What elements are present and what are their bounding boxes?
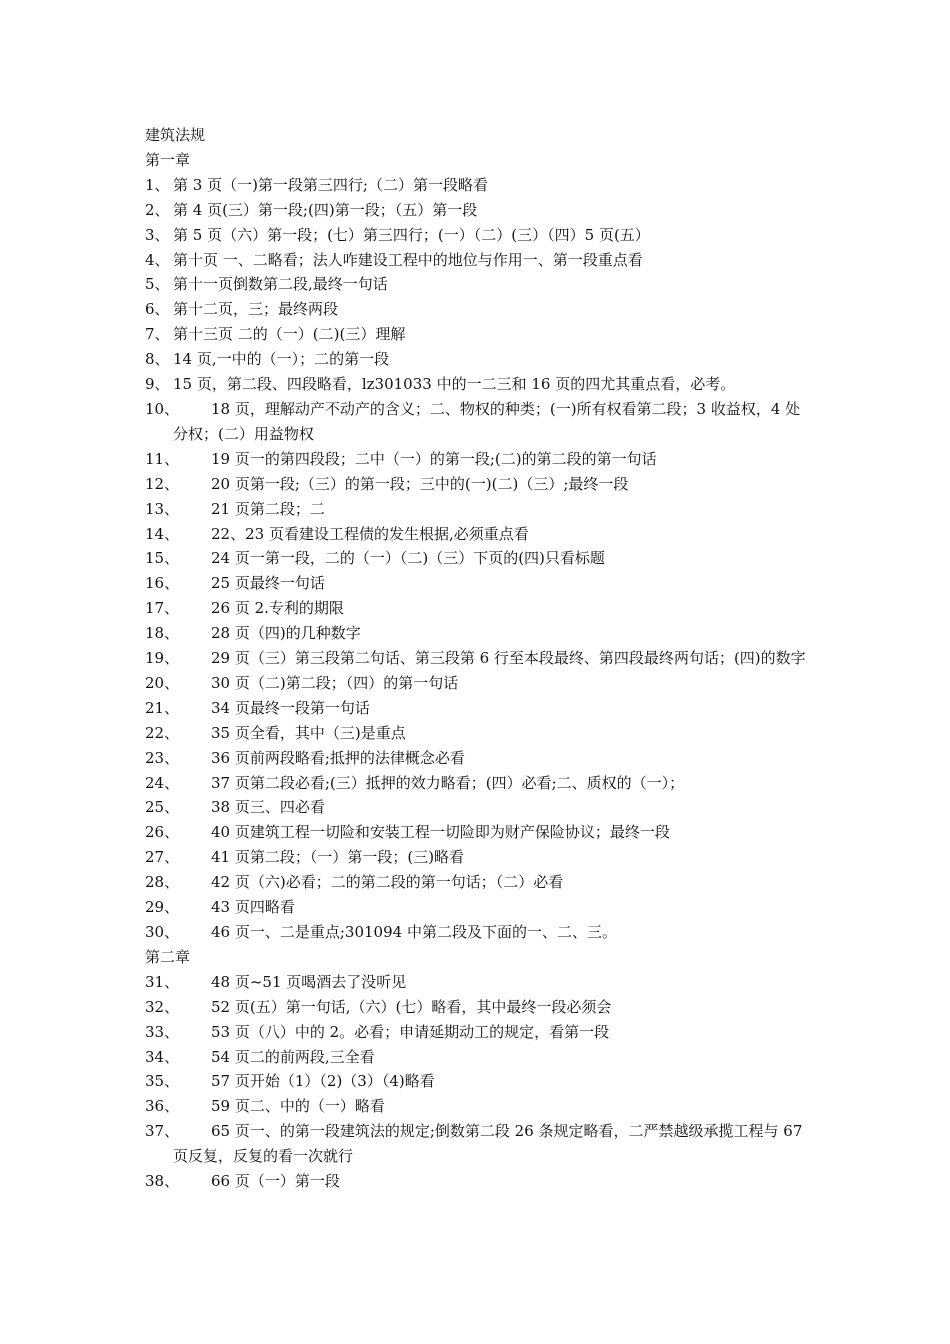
list-item [145,621,815,646]
list-item [145,995,815,1020]
item-number: 21、 [145,698,180,717]
item-text: 第十二页，三；最终两段 [173,300,339,319]
document-body [145,123,815,1194]
list-item [145,646,815,671]
list-item [145,870,815,895]
item-text: 57 页开始（1）（2)（3）（4)略看 [211,1072,435,1091]
item-number: 34、 [145,1047,180,1066]
item-number: 22、 [145,723,180,742]
list-item [145,1094,815,1119]
item-text: 第十三页 二的（一）(二)(三）理解 [173,325,406,344]
list-item [145,322,815,347]
list-item [145,820,815,845]
item-number: 9、 [145,375,170,394]
item-text: 14 页,一中的（一）；二的第一段 [173,350,390,369]
list-item [145,795,815,820]
list-item [145,347,815,372]
list-item [145,696,815,721]
item-text: 第 4 页(三）第一段;(四)第一段；（五）第一段 [173,200,478,219]
item-number: 37、 [145,1122,180,1141]
item-number: 3、 [145,225,170,244]
item-text: 第 3 页（一)第一段第三四行;（二）第一段略看 [173,175,488,194]
item-text: 37 页第二段必看;(三）抵押的效力略看；(四）必看;二、质权的（一）； [211,773,685,792]
item-text: 36 页前两段略看;抵押的法律概念必看 [211,748,465,767]
item-number: 2、 [145,200,170,219]
item-text: 40 页建筑工程一切险和安装工程一切险即为财产保险协议；最终一段 [211,823,670,842]
item-number: 11、 [145,449,180,468]
item-text: 65 页一、的第一段建筑法的规定;倒数第二段 26 条规定略看，二严禁越级承揽工程与 67 页反复，反复的看一次就行 [173,1122,803,1166]
item-text: 26 页 2.专利的期限 [211,599,344,618]
item-text: 35 页全看，其中（三)是重点 [211,723,406,742]
item-number: 1、 [145,175,170,194]
list-item [145,522,815,547]
item-text: 22、23 页看建设工程债的发生根据,必须重点看 [211,524,529,543]
item-number: 6、 [145,300,170,319]
item-text: 28 页（四)的几种数字 [211,624,361,643]
list-item [145,895,815,920]
chapter-heading: 第二章 [145,947,191,966]
item-number: 28、 [145,873,180,892]
item-text: 25 页最终一句话 [211,574,325,593]
item-number: 23、 [145,748,180,767]
list-item [145,1045,815,1070]
item-text: 第十页 一、二略看；法人咋建设工程中的地位与作用一、第一段重点看 [173,250,643,269]
list-item [145,771,815,796]
list-item [145,198,815,223]
item-number: 38、 [145,1172,180,1191]
list-item [145,372,815,397]
item-text: 24 页一第一段，二的（一）（二)（三）下页的(四)只看标题 [211,549,605,568]
item-text: 18 页，理解动产不动产的含义；二、物权的种类；(一)所有权看第二段；3 收益权，4 处分权；(二）用益物权 [173,399,801,443]
list-item [145,1119,815,1169]
item-number: 16、 [145,574,180,593]
list-item [145,746,815,771]
item-number: 35、 [145,1072,180,1091]
item-text: 52 页(五）第一句话,（六）(七）略看，其中最终一段必须会 [211,997,612,1016]
item-number: 19、 [145,649,180,668]
item-text: 43 页四略看 [211,898,295,917]
item-text: 19 页一的第四段段；二中（一）的第一段;(二)的第二段的第一句话 [211,449,657,468]
item-number: 10、 [145,399,180,418]
item-number: 18、 [145,624,180,643]
item-number: 14、 [145,524,180,543]
item-number: 4、 [145,250,170,269]
list-item [145,397,815,447]
list-item [145,1069,815,1094]
item-number: 27、 [145,848,180,867]
item-text: 48 页~51 页喝酒去了没听见 [211,972,407,991]
list-item [145,546,815,571]
item-number: 12、 [145,474,180,493]
item-text: 66 页（一）第一段 [211,1172,340,1191]
list-item [145,721,815,746]
list-item [145,447,815,472]
list-item [145,970,815,995]
item-text: 34 页最终一段第一句话 [211,698,370,717]
item-text: 第 5 页（六）第一段；(七）第三四行；(一）（二）(三）（四）5 页(五） [173,225,650,244]
chapter-heading: 第一章 [145,150,191,169]
list-item [145,596,815,621]
item-number: 17、 [145,599,180,618]
item-number: 26、 [145,823,180,842]
item-number: 29、 [145,898,180,917]
list-item [145,248,815,273]
item-number: 31、 [145,972,180,991]
item-number: 30、 [145,923,180,941]
item-number: 5、 [145,275,170,294]
item-number: 36、 [145,1097,180,1116]
chapter-2-list [145,970,815,1194]
list-item [145,173,815,198]
item-text: 59 页二、中的（一）略看 [211,1097,385,1116]
item-number: 13、 [145,499,180,518]
list-item [145,497,815,522]
chapter-1-list [145,173,815,945]
item-number: 7、 [145,325,170,344]
document-title: 建筑法规 [145,126,206,144]
list-item [145,472,815,497]
item-text: 20 页第一段;（三）的第一段；三中的(一)(二)（三）;最终一段 [211,474,629,493]
list-item [145,571,815,596]
list-item [145,671,815,696]
list-item [145,272,815,297]
item-text: 第十一页倒数第二段,最终一句话 [173,275,388,294]
item-text: 30 页（二)第二段；（四）的第一句话 [211,673,459,692]
item-number: 24、 [145,773,180,792]
item-number: 33、 [145,1022,180,1041]
item-text: 21 页第二段；二 [211,499,325,518]
list-item [145,1169,815,1194]
item-number: 25、 [145,798,180,817]
item-number: 15、 [145,549,180,568]
item-number: 32、 [145,997,180,1016]
item-text: 15 页，第二段、四段略看，lz301033 中的一二三和 16 页的四尤其重点看，必考。 [173,375,736,394]
list-item [145,920,815,945]
item-number: 8、 [145,350,170,369]
item-text: 41 页第二段；（一）第一段；(三)略看 [211,848,465,867]
item-text: 42 页（六)必看；二的第二段的第一句话；（二）必看 [211,873,564,892]
list-item [145,223,815,248]
item-number: 20、 [145,673,180,692]
list-item [145,1020,815,1045]
item-text: 38 页三、四必看 [211,798,325,817]
list-item [145,297,815,322]
item-text: 46 页一、二是重点;301094 中第二段及下面的一、二、三。 [211,923,617,941]
item-text: 54 页二的前两段,三全看 [211,1047,375,1066]
item-text: 29 页（三）第三段第二句话、第三段第 6 行至本段最终、第四段最终两句话；(四)的数字 [211,649,806,668]
item-text: 53 页（八）中的 2。必看；申请延期动工的规定，看第一段 [211,1022,610,1041]
list-item [145,845,815,870]
